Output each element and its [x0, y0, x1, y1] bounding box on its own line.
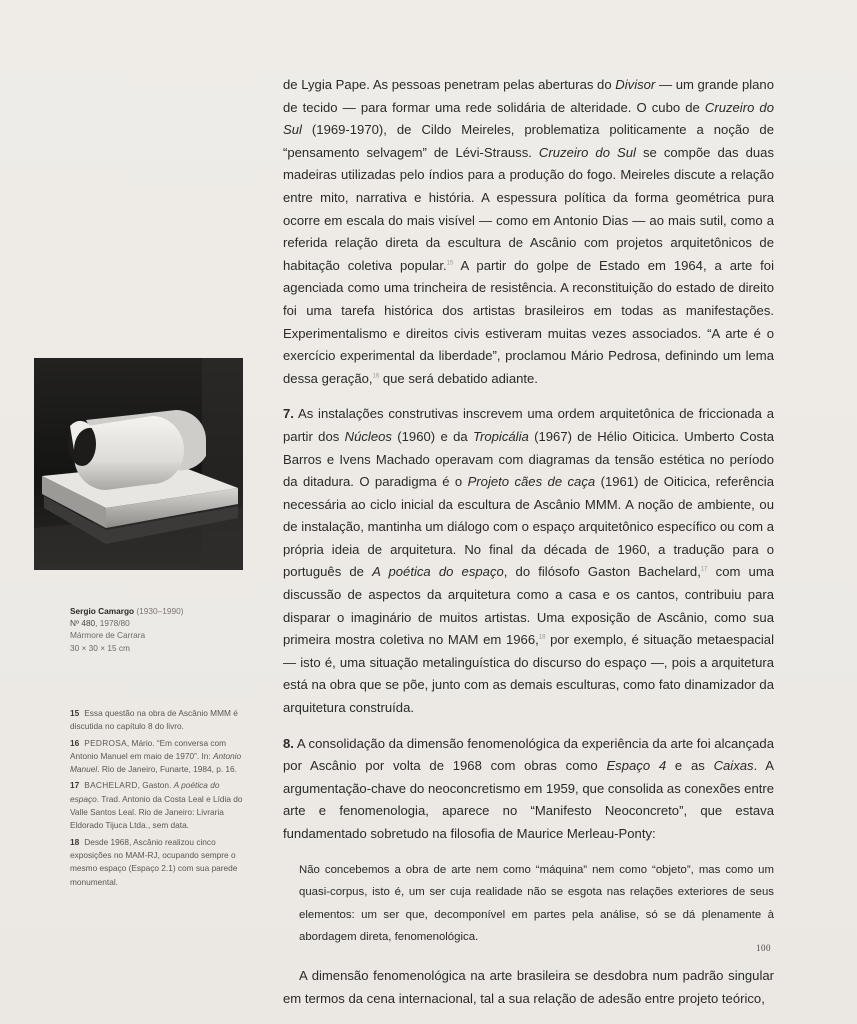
footnotes [70, 707, 250, 892]
photo-caption [70, 605, 250, 654]
footnote-15: 15 Essa questão na obra de Ascânio MMM é discutida no capítulo 8 do livro. [70, 708, 238, 732]
footnote-ref-15: 15 [446, 260, 454, 267]
section-number: 7. [283, 406, 294, 422]
sculpture-image [34, 358, 243, 570]
paragraph-8: 8. A consolidação da dimensão fenomenológica da experiência da arte foi alcançada por Ascânio por volta de 1968 com obras como Espaço 4 e as Caixas. A argumentação-chave do neoconcretismo em 1959, que consolida as conexões entre arte e fenomenologia, aparece no “Manifesto Neoconcreto”, que estava fundamentado sobretudo na filosofia de Maurice Merleau-Ponty: [283, 735, 775, 841]
sculpture-photo [34, 358, 243, 570]
footnote-17: 17 BACHELARD, Gaston. A poética do espaço. Trad. Antonio da Costa Leal e Lídia do Valle Santos Leal. Rio de Janeiro: Livraria Eldorado Tijuca Ltda., sem data. [70, 780, 243, 831]
footnote-ref-18: 18 [538, 634, 546, 641]
section-number: 8. [283, 735, 294, 751]
footnote-18: 18 Desde 1968, Ascânio realizou cinco exposições no MAM-RJ, ocupando sempre o mesmo espaço (Espaço 2.1) com sua parede monumental. [70, 836, 238, 887]
footnote-ref-16: 16 [372, 373, 380, 380]
work-number: Nº 480 [70, 618, 96, 629]
main-text-column [283, 74, 774, 1023]
work-year: , 1978/80 [95, 618, 130, 629]
footnote-ref-17: 17 [700, 567, 708, 574]
paragraph-final: A dimensão fenomenológica na arte brasileira se desdobra num padrão singular em termos da cena internacional, tal a sua relação de adesão entre projeto teórico, [283, 967, 774, 1006]
artist-name: Sergio Camargo [70, 606, 135, 616]
footnote-16: 16 PEDROSA, Mário. “Em conversa com Antonio Manuel em maio de 1970”. In: Antonio Manuel. Rio de Janeiro, Funarte, 1984, p. 16. [70, 737, 242, 775]
work-material: Mármore de Carrara [70, 630, 146, 641]
work-dimensions: 30 × 30 × 15 cm [70, 642, 130, 653]
paragraph-continuation: de Lygia Pape. As pessoas penetram pelas aberturas do Divisor — um grande plano de tecido — para formar uma rede solidária de alteridade. O cubo de Cruzeiro do Sul (1969-1970), de Cildo Meireles, problematiza politicamente a noção de “pensamento selvagem” de Lévi-Strauss. Cruzeiro do Sul se compõe das duas madeiras utilizadas pelo índios para a produção do fogo. Meireles discute a relação entre mito, narrativa e história. A espessura política da forma geométrica pura ocorre em escala do mais visível — como em Antonio Dias — ao mais sutil, como a referida relação direta da escultura de Ascânio com projetos arquitetônicos de habitação coletiva popular.$^{15}$ A partir do golpe de Estado em 1964, a arte foi agenciada como uma trincheira de resistência. A reconstituição do estado de direito foi uma tarefa histórica dos artistas brasileiros em todas as manifestações. Experimentalismo e direitos civis estiveram muitas vezes associados. “A arte é o exercício experimental da liberdade”, proclamou Mário Pedrosa, definindo um lema dessa geração,$^{16}$ que será debatido adiante. [283, 77, 774, 386]
page-number: 100 [756, 943, 771, 953]
artist-dates: (1930–1990) [136, 606, 184, 616]
block-quote: Não concebemos a obra de arte nem como “máquina” nem como “objeto”, mas como um quasi-corpus, isto é, um ser cuja realidade não se esgota nas relações exteriores de seus elementos: um ser que, decomponível em partes pela análise, só se dá plenamente à abordagem direta, fenomenológica. [299, 863, 774, 944]
paragraph-7: 7. As instalações construtivas inscrevem uma ordem arquitetônica de friccionada a partir dos Núcleos (1960) e da Tropicália (1967) de Hélio Oiticica. Umberto Costa Barros e Ivens Machado operavam com diagramas da tensão estética no período da ditadura. O paradigma é o Projeto cães de caça (1961) de Oiticica, referência necessária ao ciclo inicial da escultura de Ascânio MMM. A noção de ambiente, ou de instalação, mantinha um diálogo com o espaço arquitetônico específico ou com a própria ideia de arquitetura. No final da década de 1960, a tradução para o português de A poética do espaço, do filósofo Gaston Bachelard,$^{17}$ com uma discussão de aspectos da arquitetura como a casa e os cantos, contribuiu para disparar o imaginário de muitos artistas. Uma exposição de Ascânio, como sua primeira mostra coletiva no MAM em 1966,18 por exemplo, é situação metaespacial — isto é, uma situação metalinguística do discurso do espaço —, pois a arquitetura está na obra que se põe, junto com as demais esculturas, como fato dinamizador da arquitetura construída. [283, 406, 775, 716]
